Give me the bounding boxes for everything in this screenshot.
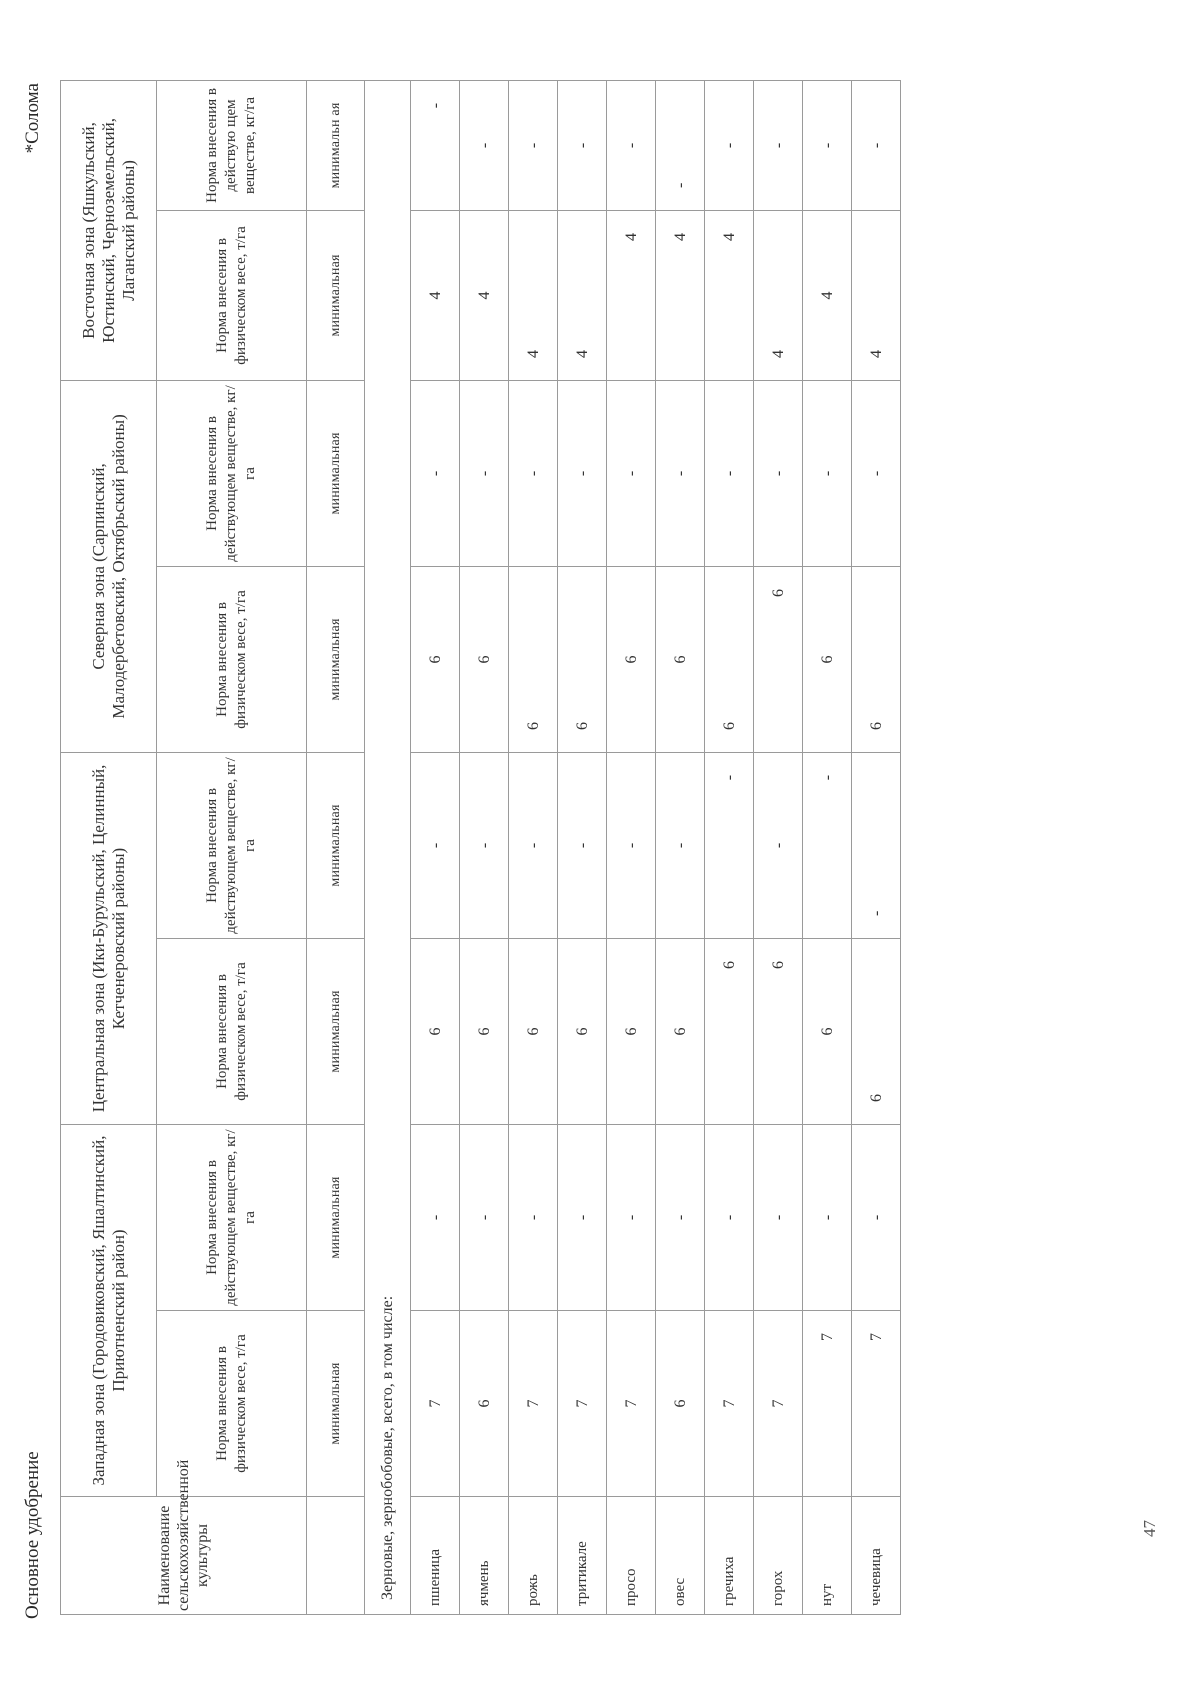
value-cell: 4 — [852, 210, 901, 380]
min-label: минимальная — [307, 380, 365, 566]
table-row — [607, 80, 656, 1614]
value-cell: 6 — [705, 938, 754, 1124]
crop-name: овес — [656, 1497, 705, 1615]
value-cell: - — [754, 752, 803, 938]
zone-header-north: Северная зона (Сарпинский, Малодербетовский, Октябрьский районы) — [61, 380, 157, 752]
value-cell: - — [852, 752, 901, 938]
min-label: минимальная — [307, 1311, 365, 1497]
table-row — [411, 80, 460, 1614]
col-header-phys: Норма внесения в физическом весе, т/га — [157, 210, 307, 380]
empty-cell — [307, 1497, 365, 1615]
table-row — [558, 80, 607, 1614]
value-cell: - — [411, 752, 460, 938]
col-header-phys: Норма внесения в физическом весе, т/га — [157, 938, 307, 1124]
col-header-phys: Норма внесения в физическом весе, т/га — [157, 566, 307, 752]
value-cell: - — [607, 380, 656, 566]
fertilizer-label: *Солома — [22, 83, 43, 154]
value-cell: 6 — [411, 566, 460, 752]
value-cell: 6 — [754, 566, 803, 752]
value-cell: 6 — [803, 938, 852, 1124]
value-cell: 4 — [754, 210, 803, 380]
value-cell: - — [852, 380, 901, 566]
value-cell: 6 — [509, 566, 558, 752]
table-row — [656, 80, 705, 1614]
col-header-active: Норма внесения в действующем веществе, кг/га — [157, 380, 307, 566]
value-cell: - — [754, 380, 803, 566]
value-cell: 6 — [705, 566, 754, 752]
min-label: минимальная — [307, 210, 365, 380]
crop-name: просо — [607, 1497, 656, 1615]
value-cell: 7 — [558, 1311, 607, 1497]
value-cell: - — [607, 1124, 656, 1310]
crop-name: рожь — [509, 1497, 558, 1615]
table-row — [460, 80, 509, 1614]
value-cell: - — [607, 80, 656, 210]
value-cell: 4 — [460, 210, 509, 380]
value-cell: - — [754, 1124, 803, 1310]
value-cell: - — [411, 1124, 460, 1310]
value-cell: 6 — [460, 566, 509, 752]
crop-name: тритикале — [558, 1497, 607, 1615]
value-cell: - — [607, 752, 656, 938]
value-cell: 7 — [803, 1311, 852, 1497]
value-cell: 4 — [411, 210, 460, 380]
value-cell: - — [509, 1124, 558, 1310]
value-cell: - — [509, 80, 558, 210]
value-cell: 6 — [656, 1311, 705, 1497]
min-label: минимальная — [307, 938, 365, 1124]
value-cell: - — [705, 1124, 754, 1310]
value-cell: - — [656, 752, 705, 938]
table-row — [754, 80, 803, 1614]
group-label: Зерновые, зернобобовые, всего, в том числе: — [365, 80, 411, 1614]
page-number: 47 — [1140, 1520, 1159, 1537]
value-cell: 6 — [607, 938, 656, 1124]
value-cell: 7 — [754, 1311, 803, 1497]
crop-name: нут — [803, 1497, 852, 1615]
crop-name: пшеница — [411, 1497, 460, 1615]
value-cell: - — [852, 1124, 901, 1310]
value-cell: 4 — [656, 210, 705, 380]
value-cell: - — [509, 380, 558, 566]
crop-name: гречиха — [705, 1497, 754, 1615]
min-label: минимальная — [307, 752, 365, 938]
value-cell: 7 — [607, 1311, 656, 1497]
value-cell: 6 — [411, 938, 460, 1124]
fertilizer-norms-table — [60, 80, 901, 1615]
value-cell: 7 — [509, 1311, 558, 1497]
table-row — [852, 80, 901, 1614]
section-heading: Основное удобрение — [22, 1451, 43, 1619]
value-cell: 6 — [509, 938, 558, 1124]
value-cell: 7 — [411, 1311, 460, 1497]
value-cell: - — [803, 80, 852, 210]
value-cell: - — [803, 380, 852, 566]
table-row — [803, 80, 852, 1614]
value-cell: - — [509, 752, 558, 938]
value-cell: 6 — [656, 938, 705, 1124]
value-cell: 6 — [656, 566, 705, 752]
value-cell: - — [656, 380, 705, 566]
value-cell: 4 — [509, 210, 558, 380]
value-cell: 4 — [705, 210, 754, 380]
value-cell: - — [411, 380, 460, 566]
zone-header-west: Западная зона (Городовиковский, Яшалтинский, Приютненский район) — [61, 1124, 157, 1496]
crop-name-header: Наименование сельскохозяйственной культуры — [61, 1497, 307, 1615]
value-cell: 6 — [852, 566, 901, 752]
value-cell: 4 — [558, 210, 607, 380]
value-cell: - — [803, 752, 852, 938]
value-cell: - — [558, 1124, 607, 1310]
value-cell: - — [460, 752, 509, 938]
value-cell: 4 — [607, 210, 656, 380]
crop-name: чечевица — [852, 1497, 901, 1615]
value-cell: - — [460, 380, 509, 566]
value-cell: - — [803, 1124, 852, 1310]
value-cell: 6 — [558, 938, 607, 1124]
value-cell: 6 — [460, 938, 509, 1124]
min-label: минимальн ая — [307, 80, 365, 210]
crop-name: горох — [754, 1497, 803, 1615]
crop-name: ячмень — [460, 1497, 509, 1615]
value-cell: - — [705, 80, 754, 210]
value-cell: - — [656, 1124, 705, 1310]
value-cell: - — [558, 752, 607, 938]
value-cell: - — [656, 80, 705, 210]
min-label: минимальная — [307, 1124, 365, 1310]
value-cell: - — [705, 380, 754, 566]
table-row — [705, 80, 754, 1614]
value-cell: 6 — [558, 566, 607, 752]
col-header-active: Норма внесения в действующем веществе, кг/га — [157, 752, 307, 938]
value-cell: - — [558, 380, 607, 566]
zone-header-central: Центральная зона (Ики-Бурульский, Целинный, Кетченеровский районы) — [61, 752, 157, 1124]
value-cell: - — [852, 80, 901, 210]
value-cell: 7 — [705, 1311, 754, 1497]
value-cell: 6 — [607, 566, 656, 752]
value-cell: - — [411, 80, 460, 210]
value-cell: 6 — [852, 938, 901, 1124]
value-cell: 6 — [460, 1311, 509, 1497]
value-cell: 7 — [852, 1311, 901, 1497]
value-cell: 4 — [803, 210, 852, 380]
value-cell: - — [558, 80, 607, 210]
col-header-phys: Норма внесения в физическом весе, т/га — [157, 1311, 307, 1497]
value-cell: - — [754, 80, 803, 210]
value-cell: - — [460, 80, 509, 210]
value-cell: - — [705, 752, 754, 938]
table-row — [509, 80, 558, 1614]
min-label: минимальная — [307, 566, 365, 752]
value-cell: - — [460, 1124, 509, 1310]
value-cell: 6 — [803, 566, 852, 752]
col-header-active: Норма внесения в действую щем веществе, кг/га — [157, 80, 307, 210]
zone-header-east: Восточная зона (Яшкульский, Юстинский, Черноземельский, Лаганский районы) — [61, 80, 157, 380]
col-header-active: Норма внесения в действующем веществе, кг/га — [157, 1124, 307, 1310]
value-cell: 6 — [754, 938, 803, 1124]
